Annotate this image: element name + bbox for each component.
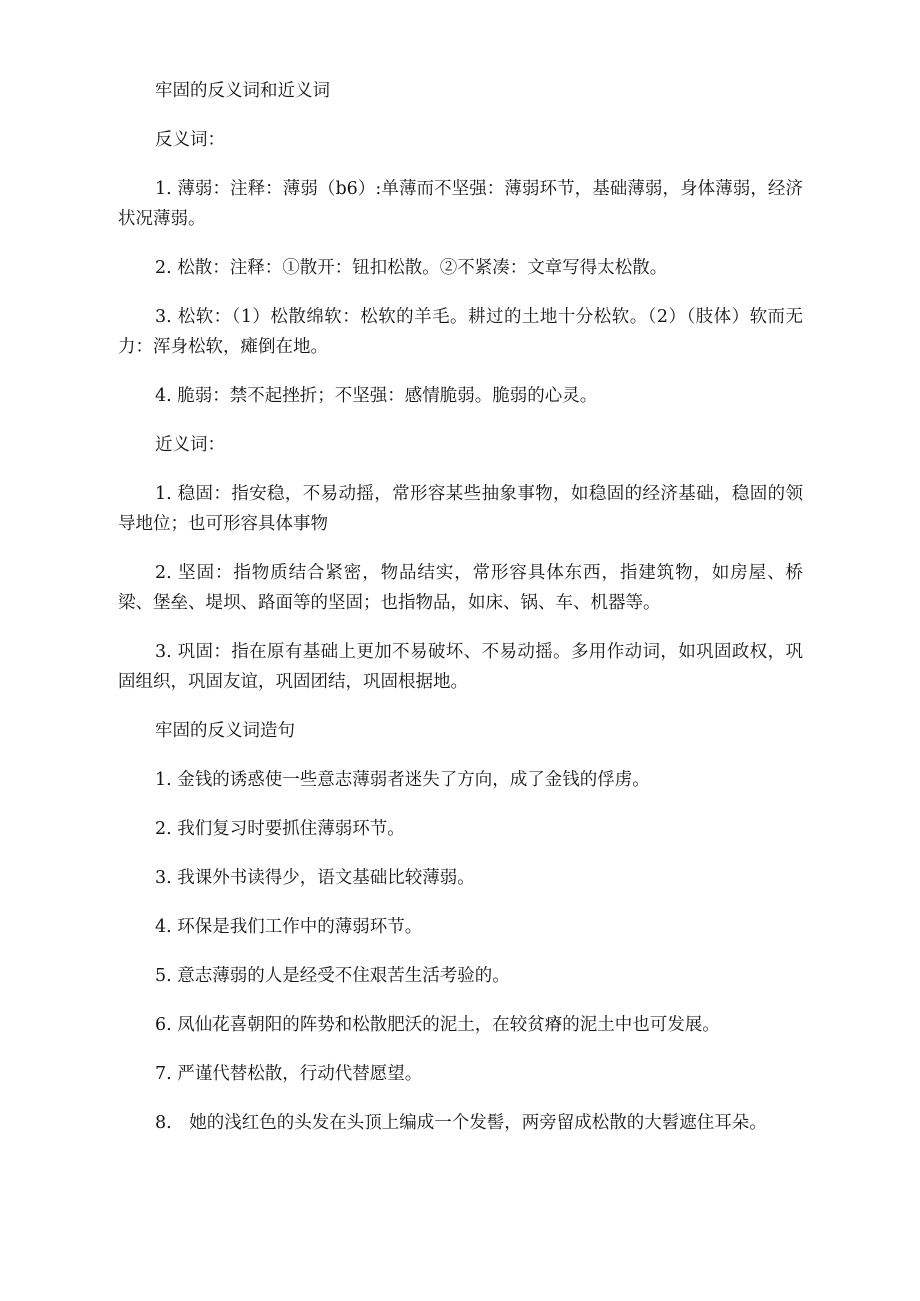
example-sentence: 5. 意志薄弱的人是经受不住艰苦生活考验的。 bbox=[155, 966, 510, 986]
antonym-item: 1. 薄弱：注释：薄弱（b6）:单薄而不坚强：薄弱环节，基础薄弱，身体薄弱，经济状况薄弱。 bbox=[118, 179, 803, 229]
synonym-item: 1. 稳固：指安稳，不易动摇，常形容某些抽象事物，如稳固的经济基础，稳固的领导地位；也可形容具体事物 bbox=[118, 484, 803, 534]
section-heading-sentences: 牢固的反义词造句 bbox=[155, 721, 295, 741]
example-sentence: 2. 我们复习时要抓住薄弱环节。 bbox=[155, 819, 405, 839]
antonym-item: 3. 松软：（1）松散绵软：松软的羊毛。耕过的土地十分松软。（2）（肢体）软而无力：浑身松软，瘫倒在地。 bbox=[118, 307, 803, 357]
antonym-item: 4. 脆弱：禁不起挫折；不坚强：感情脆弱。脆弱的心灵。 bbox=[155, 386, 598, 406]
section-heading-antonyms: 反义词： bbox=[155, 130, 225, 150]
document-title: 牢固的反义词和近义词 bbox=[155, 81, 330, 101]
example-sentence: 7. 严谨代替松散，行动代替愿望。 bbox=[155, 1064, 423, 1084]
synonym-item: 2. 坚固：指物质结合紧密，物品结实，常形容具体东西，指建筑物，如房屋、桥梁、堡垒、堤坝、路面等的坚固；也指物品，如床、锅、车、机器等。 bbox=[118, 563, 803, 613]
synonym-item: 3. 巩固：指在原有基础上更加不易破坏、不易动摇。多用作动词，如巩固政权，巩固组织，巩固友谊，巩固团结，巩固根据地。 bbox=[118, 642, 803, 692]
section-heading-synonyms: 近义词： bbox=[155, 435, 225, 455]
antonym-item: 2. 松散：注释：①散开：钮扣松散。②不紧凑：文章写得太松散。 bbox=[155, 258, 668, 278]
example-sentence: 3. 我课外书读得少，语文基础比较薄弱。 bbox=[155, 868, 475, 888]
document-body bbox=[118, 76, 803, 1157]
example-sentence: 8. 她的浅红色的头发在头顶上编成一个发髻，两旁留成松散的大髫遮住耳朵。 bbox=[155, 1113, 767, 1133]
example-sentence: 6. 凤仙花喜朝阳的阵势和松散肥沃的泥土，在较贫瘠的泥土中也可发展。 bbox=[155, 1015, 720, 1035]
example-sentence: 1. 金钱的诱惑使一些意志薄弱者迷失了方向，成了金钱的俘虏。 bbox=[155, 770, 650, 790]
example-sentence: 4. 环保是我们工作中的薄弱环节。 bbox=[155, 917, 423, 937]
